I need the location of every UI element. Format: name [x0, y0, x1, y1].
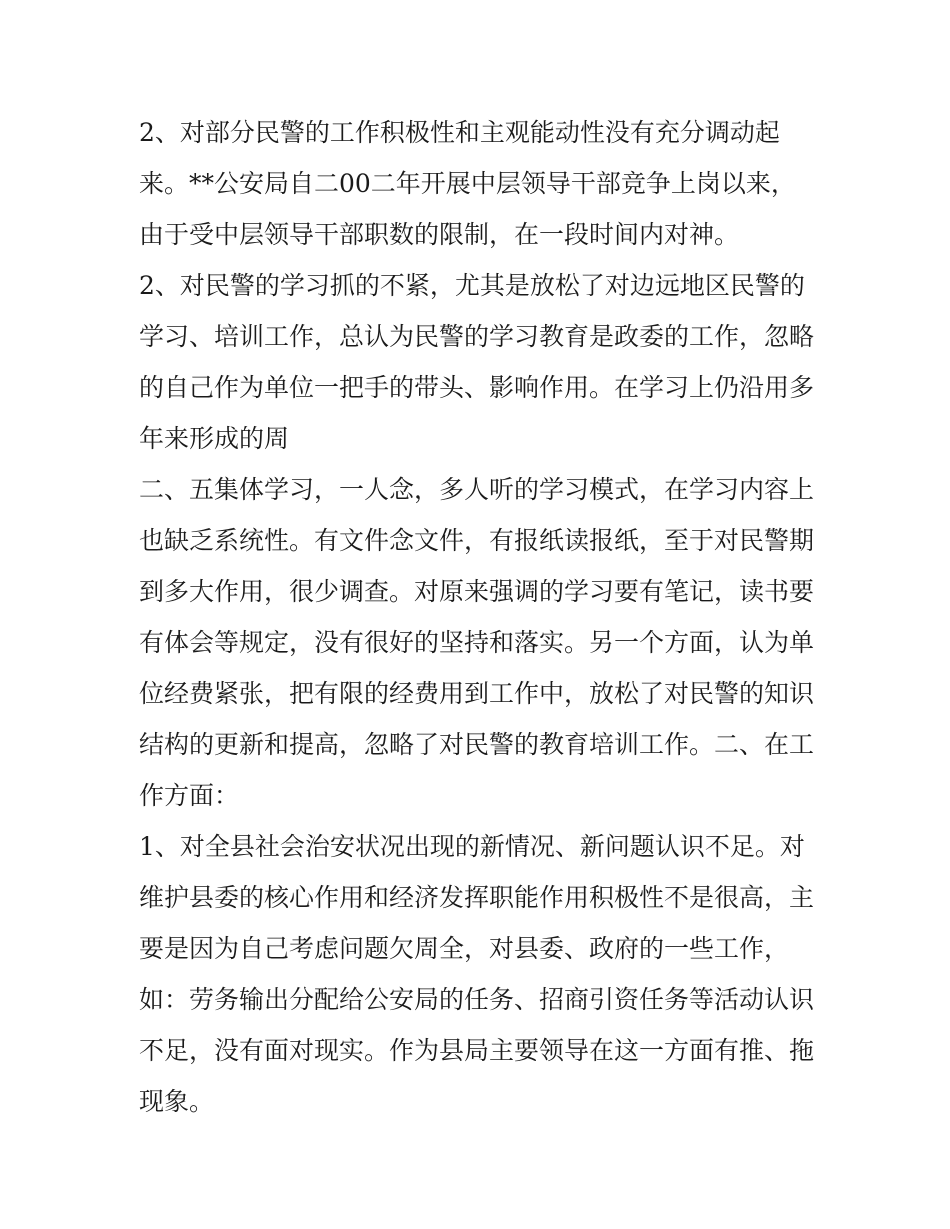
text-line: 二、五集体学习，一人念，多人听的学习模式，在学习内容上 [139, 475, 815, 504]
text-line: 来。**公安局自二00二年开展中层领导干部竞争上岗以来， [139, 169, 796, 198]
text-line: 不足，没有面对现实。作为县局主要领导在这一方面有推、拖 [139, 1036, 815, 1065]
text-line: 位经费紧张，把有限的经费用到工作中，放松了对民警的知识 [139, 679, 815, 708]
text-line: 学习、培训工作，总认为民警的学习教育是政委的工作，忽略 [139, 322, 815, 351]
text-line: 要是因为自己考虑问题欠周全，对县委、政府的一些工作， [139, 934, 790, 963]
document-body [139, 107, 829, 1127]
text-line: 结构的更新和提高，忽略了对民警的教育培训工作。二、在工 [139, 730, 815, 759]
text-line: 现象。 [139, 1087, 215, 1116]
text-line: 如：劳务输出分配给公安局的任务、招商引资任务等活动认识 [139, 985, 815, 1014]
text-line: 也缺乏系统性。有文件念文件，有报纸读报纸，至于对民警期 [139, 526, 815, 555]
text-line: 由于受中层领导干部职数的限制，在一段时间内对神。 [139, 220, 740, 249]
text-line: 有体会等规定，没有很好的坚持和落实。另一个方面，认为单 [139, 628, 815, 657]
text-line: 到多大作用，很少调查。对原来强调的学习要有笔记，读书要 [139, 577, 815, 606]
text-line: 1、对全县社会治安状况出现的新情况、新问题认识不足。对 [139, 832, 805, 861]
text-line: 的自己作为单位一把手的带头、影响作用。在学习上仍沿用多 [139, 373, 815, 402]
text-line: 2、对民警的学习抓的不紧，尤其是放松了对边远地区民警的 [139, 271, 805, 300]
text-line: 维护县委的核心作用和经济发挥职能作用积极性不是很高，主 [139, 883, 815, 912]
text-line: 年来形成的周 [139, 424, 290, 453]
text-line: 2、对部分民警的工作积极性和主观能动性没有充分调动起 [139, 118, 780, 147]
text-line: 作方面： [139, 781, 240, 810]
